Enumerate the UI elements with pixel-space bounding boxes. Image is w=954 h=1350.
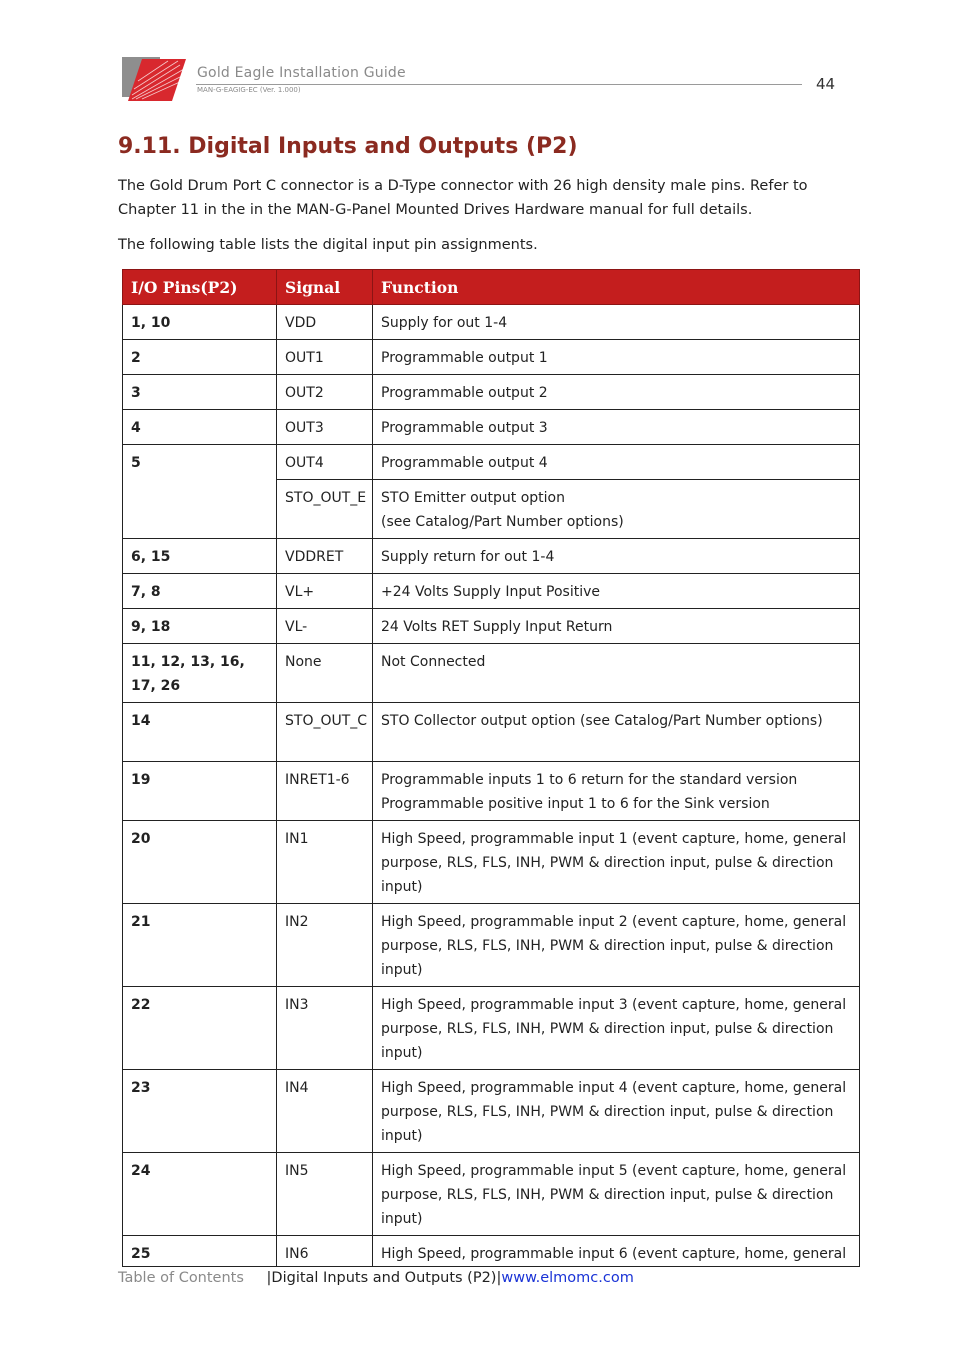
- table-row: [123, 762, 860, 821]
- table-row: [123, 539, 860, 574]
- header-doc-id: MAN-G-EAGIG-EC (Ver. 1.000): [197, 86, 301, 94]
- page-number: 44: [816, 75, 836, 93]
- signal-cell: VL+: [277, 574, 373, 609]
- signal-cell: STO_OUT_E: [277, 480, 373, 539]
- pin-cell: 1, 10: [123, 305, 277, 340]
- function-cell: STO Collector output option (see Catalog/Part Number options): [373, 703, 860, 762]
- page-footer: [118, 1270, 634, 1286]
- table-row: [123, 644, 860, 703]
- signal-cell: STO_OUT_C: [277, 703, 373, 762]
- pin-cell: 19: [123, 762, 277, 821]
- pin-cell: 24: [123, 1153, 277, 1236]
- table-row: [123, 1070, 860, 1153]
- table-header-row: [123, 270, 860, 305]
- pin-cell: 9, 18: [123, 609, 277, 644]
- pin-cell: 14: [123, 703, 277, 762]
- signal-cell: IN2: [277, 904, 373, 987]
- table-row: [123, 904, 860, 987]
- function-cell: Supply for out 1-4: [373, 305, 860, 340]
- function-cell: High Speed, programmable input 1 (event capture, home, general purpose, RLS, FLS, INH, PWM & direction input, pulse & direction input): [373, 821, 860, 904]
- table-row: [123, 410, 860, 445]
- pin-cell: 7, 8: [123, 574, 277, 609]
- signal-cell: IN5: [277, 1153, 373, 1236]
- pin-cell: 25: [123, 1236, 277, 1267]
- website-link[interactable]: www.elmomc.com: [501, 1270, 634, 1286]
- signal-cell: OUT2: [277, 375, 373, 410]
- table-row: [123, 305, 860, 340]
- table-row: [123, 821, 860, 904]
- table-of-contents-link[interactable]: Table of Contents: [118, 1270, 244, 1286]
- pin-cell: 5: [123, 445, 277, 539]
- pin-cell: 6, 15: [123, 539, 277, 574]
- header-signal: Signal: [277, 270, 373, 305]
- header-pins: I/O Pins(P2): [123, 270, 277, 305]
- pin-cell: 20: [123, 821, 277, 904]
- table-row: [123, 987, 860, 1070]
- signal-cell: OUT1: [277, 340, 373, 375]
- table-row: [123, 340, 860, 375]
- elmo-logo: [120, 55, 190, 105]
- signal-cell: OUT3: [277, 410, 373, 445]
- pin-cell: 3: [123, 375, 277, 410]
- table-row: [123, 574, 860, 609]
- function-cell: Programmable output 4: [373, 445, 860, 480]
- header-title: Gold Eagle Installation Guide: [197, 65, 406, 81]
- section-title: 9.11. Digital Inputs and Outputs (P2): [118, 134, 578, 159]
- signal-cell: OUT4: [277, 445, 373, 480]
- function-cell: High Speed, programmable input 2 (event capture, home, general purpose, RLS, FLS, INH, PWM & direction input, pulse & direction input): [373, 904, 860, 987]
- intro-paragraph: The Gold Drum Port C connector is a D-Type connector with 26 high density male pins. Refer to Chapter 11 in the in the MAN-G-Panel Mounted Drives Hardware manual for full details.: [118, 178, 808, 218]
- table-row: [123, 1236, 860, 1267]
- table-intro-paragraph: The following table lists the digital input pin assignments.: [118, 237, 538, 253]
- header-rule: [196, 84, 802, 85]
- signal-cell: IN1: [277, 821, 373, 904]
- function-cell: Programmable output 3: [373, 410, 860, 445]
- signal-cell: IN6: [277, 1236, 373, 1267]
- header-function: Function: [373, 270, 860, 305]
- signal-cell: INRET1-6: [277, 762, 373, 821]
- pin-assignment-table: [122, 269, 860, 1267]
- footer-section-label: |Digital Inputs and Outputs (P2)|: [266, 1270, 502, 1286]
- function-cell: +24 Volts Supply Input Positive: [373, 574, 860, 609]
- pin-cell: 4: [123, 410, 277, 445]
- pin-cell: 22: [123, 987, 277, 1070]
- table-row: [123, 703, 860, 762]
- function-cell: High Speed, programmable input 6 (event capture, home, general: [373, 1236, 860, 1267]
- function-cell: 24 Volts RET Supply Input Return: [373, 609, 860, 644]
- function-cell: Programmable output 2: [373, 375, 860, 410]
- pin-cell: 21: [123, 904, 277, 987]
- function-cell: High Speed, programmable input 5 (event capture, home, general purpose, RLS, FLS, INH, PWM & direction input, pulse & direction input): [373, 1153, 860, 1236]
- pin-cell: 23: [123, 1070, 277, 1153]
- table-row: [123, 1153, 860, 1236]
- pin-cell: 11, 12, 13, 16, 17, 26: [123, 644, 277, 703]
- signal-cell: None: [277, 644, 373, 703]
- signal-cell: VDD: [277, 305, 373, 340]
- function-cell: Not Connected: [373, 644, 860, 703]
- function-cell: Programmable inputs 1 to 6 return for the standard version Programmable positive input 1 to 6 for the Sink version: [373, 762, 860, 821]
- table-row: [123, 609, 860, 644]
- function-cell: High Speed, programmable input 3 (event capture, home, general purpose, RLS, FLS, INH, PWM & direction input, pulse & direction input): [373, 987, 860, 1070]
- signal-cell: IN3: [277, 987, 373, 1070]
- signal-cell: VL-: [277, 609, 373, 644]
- table-row: [123, 445, 860, 480]
- table-row: [123, 375, 860, 410]
- function-cell: High Speed, programmable input 4 (event capture, home, general purpose, RLS, FLS, INH, PWM & direction input, pulse & direction input): [373, 1070, 860, 1153]
- pin-cell: 2: [123, 340, 277, 375]
- function-cell: STO Emitter output option (see Catalog/Part Number options): [373, 480, 860, 539]
- signal-cell: VDDRET: [277, 539, 373, 574]
- function-cell: Supply return for out 1-4: [373, 539, 860, 574]
- function-cell: Programmable output 1: [373, 340, 860, 375]
- signal-cell: IN4: [277, 1070, 373, 1153]
